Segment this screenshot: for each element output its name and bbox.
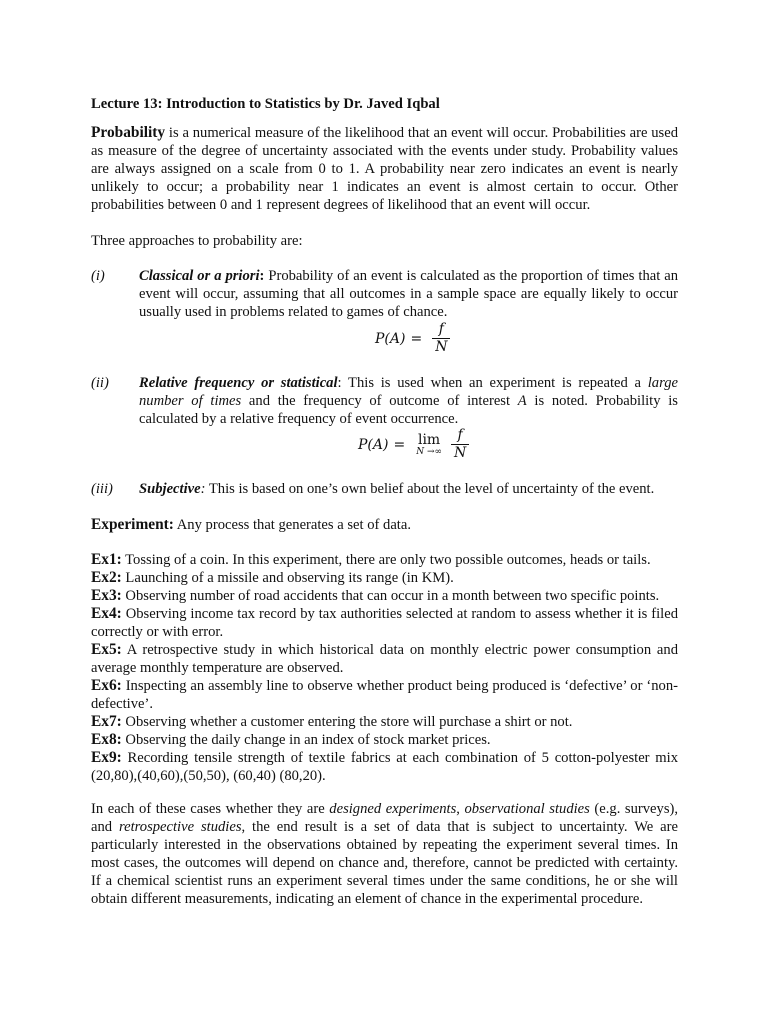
example-item: Ex8: Observing the daily change in an index of stock market prices. — [91, 731, 491, 748]
approach-label-iii: (iii) — [91, 481, 113, 497]
example-item: Ex1: Tossing of a coin. In this experiment, there are only two possible outcomes, heads or tails. — [91, 551, 651, 568]
example-item: Ex5: A retrospective study in which historical data on monthly electric power consumption and average monthly temperature are observed. — [91, 641, 678, 676]
example-item: Ex4: Observing income tax record by tax authorities selected at random to assess whether it is filed correctly or with error. — [91, 605, 678, 640]
approach-relative-frequency: Relative frequency or statistical: This is used when an experiment is repeated a large number of times and the frequency of outcome of interest A is noted. Probability is calculated by a relative frequency of event occurrence. — [139, 375, 678, 427]
experiment-definition: Experiment: Any process that generates a set of data. — [91, 516, 411, 533]
formula-relative-frequency: P(A) = lim N →∞ $\frac{f}{N}$ — [358, 427, 469, 462]
example-item: Ex7: Observing whether a customer entering the store will purchase a shirt or not. — [91, 713, 573, 730]
approach-label-i: (i) — [91, 268, 105, 284]
probability-term: Probability — [91, 124, 166, 141]
example-item: Ex3: Observing number of road accidents that can occur in a month between two specific points. — [91, 587, 660, 604]
approach-subjective: Subjective: This is based on one’s own belief about the level of uncertainty of the event. — [139, 481, 655, 497]
limit: lim N →∞ — [416, 431, 442, 457]
closing-paragraph: In each of these cases whether they are designed experiments, observational studies (e.g. surveys), and retrospective studies, the end result is a set of data that is subject to uncertainty. We are particularly interested in the observations obtained by repeating the experiment several times. In most cases, the outcomes will depend on chance and, therefore, cannot be predicted with certainty. If a chemical scientist runs an experiment several times under the same conditions, he or she will obtain different measurements, indicating an element of chance in the experimental procedure. — [91, 801, 679, 907]
approach-label-ii: (ii) — [91, 375, 109, 391]
formula-classical: P(A) = $\frac{f}{N}$ — [375, 321, 450, 356]
approaches-intro: Three approaches to probability are: — [91, 233, 303, 249]
example-item: Ex6: Inspecting an assembly line to observe whether product being produced is ‘defective’ or ‘non-defective’. — [91, 677, 678, 712]
probability-paragraph: Probability is a numerical measure of the likelihood that an event will occur. Probabilities are used as measure of the degree of uncertainty associated with the events under study. Probability values are always assigned on a scale from 0 to 1. A probability near zero indicates an event is nearly unlikely to occur; a probability near 1 indicates an event is almost certain to occur. Other probabilities between 0 and 1 represent degrees of likelihood that an event will occur. — [91, 124, 678, 213]
examples-list — [91, 551, 678, 785]
lecture-title: Lecture 13: Introduction to Statistics by Dr. Javed Iqbal — [91, 96, 440, 112]
example-item: Ex2: Launching of a missile and observing its range (in KM). — [91, 569, 454, 586]
fraction: $\frac{f}{N}$ — [432, 321, 450, 356]
example-item: Ex9: Recording tensile strength of textile fabrics at each combination of 5 cotton-polyester mix (20,80),(40,60),(50,50), (60,40) (80,20). — [91, 749, 678, 784]
approach-classical: Classical or a priori: Probability of an event is calculated as the proportion of times that an event will occur, assuming that all outcomes in a sample space are equally likely to occur usually used in problems related to games of chance. — [139, 268, 679, 320]
fraction: $\frac{f}{N}$ — [451, 427, 469, 462]
